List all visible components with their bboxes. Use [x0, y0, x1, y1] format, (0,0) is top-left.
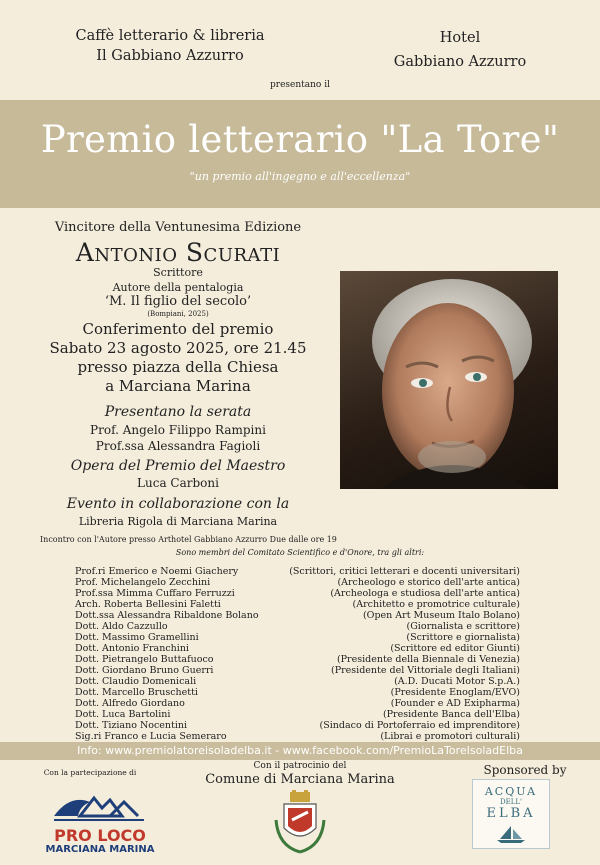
member-desc: (Archeologo e storico dell'arte antica) — [337, 577, 520, 588]
header-cafe-line2: Il Gabbiano Azzurro — [96, 48, 244, 64]
committee-row — [75, 566, 520, 577]
presenting-text: presentano il — [270, 80, 330, 90]
committee-row — [75, 621, 520, 632]
committee-row — [75, 588, 520, 599]
committee-roster — [75, 566, 520, 742]
author-portrait — [340, 271, 558, 489]
evento-partner: Libreria Rigola di Marciana Marina — [78, 515, 278, 528]
member-desc: (Archeologa e studiosa dell'arte antica) — [330, 588, 520, 599]
award-line: a Marciana Marina — [105, 377, 251, 395]
sponsor-label: Sponsored by — [483, 763, 567, 777]
winner-author-of: Autore della pentalogia — [112, 281, 244, 294]
proloco-name: PRO LOCO — [54, 826, 146, 845]
member-name: Prof. Michelangelo Zecchini — [75, 577, 211, 588]
presenters-heading: Presentano la serata — [104, 404, 252, 420]
member-desc: (Librai e promotori culturali) — [380, 731, 520, 742]
incontro-note: Incontro con l'Autore presso Arthotel Gabbiano Azzurro Due dalle ore 19 — [40, 535, 337, 544]
member-name: Dott. Antonio Franchini — [75, 643, 189, 654]
member-desc: (Presidente della Biennale di Venezia) — [336, 654, 520, 665]
award-details — [40, 320, 316, 396]
portrait-illustration — [340, 271, 558, 489]
member-desc: (Open Art Museum Italo Bolano) — [362, 610, 520, 621]
member-name: Sig.ri Franco e Lucia Semeraro — [75, 731, 227, 742]
opera-artist: Luca Carboni — [137, 476, 219, 490]
acqua-sailboat-icon — [492, 824, 530, 844]
member-desc: (A.D. Ducati Motor S.p.A.) — [394, 676, 520, 687]
committee-row — [75, 709, 520, 720]
opera-heading: Opera del Premio del Maestro — [70, 458, 286, 474]
header-hotel — [360, 26, 560, 74]
member-desc: (Presidente Banca dell'Elba) — [382, 709, 520, 720]
committee-row — [75, 610, 520, 621]
committee-row — [75, 720, 520, 731]
presenters-list — [40, 422, 316, 454]
committee-row — [75, 731, 520, 742]
patronage-label: Con il patrocinio del — [253, 761, 347, 771]
winner-publisher: (Bompiani, 2025) — [147, 310, 209, 318]
prize-title: Premio letterario "La Tore" — [40, 118, 560, 161]
committee-row — [75, 665, 520, 676]
member-name: Dott. Tiziano Nocentini — [75, 720, 188, 731]
participation-label: Con la partecipazione di — [43, 768, 137, 777]
member-desc: (Architetto e promotrice culturale) — [352, 599, 520, 610]
member-name: Dott. Marcello Bruschetti — [75, 687, 198, 698]
member-desc: (Scrittore ed editor Giunti) — [390, 643, 520, 654]
proloco-town: MARCIANA MARINA — [45, 844, 155, 855]
evento-heading: Evento in collaborazione con la — [66, 496, 290, 512]
header-cafe — [40, 26, 300, 66]
member-name: Dott. Alfredo Giordano — [75, 698, 185, 709]
award-line: Sabato 23 agosto 2025, ore 21.45 — [49, 339, 307, 357]
municipal-crest-icon — [268, 790, 332, 856]
member-name: Prof.ssa Mimma Cuffaro Ferruzzi — [75, 588, 235, 599]
member-name: Dott. Pietrangelo Buttafuoco — [75, 654, 214, 665]
member-name: Dott. Aldo Cazzullo — [75, 621, 168, 632]
winner-heading: Vincitore della Ventunesima Edizione — [54, 220, 302, 235]
acqua-logo-line2: DELL' — [500, 798, 522, 806]
member-desc: (Founder e AD Exipharma) — [390, 698, 520, 709]
committee-row — [75, 654, 520, 665]
acqua-logo-line1: ACQUA — [484, 785, 538, 798]
winner-name: Antonio Scurati — [75, 238, 281, 267]
info-links: Info: www.premiolatoreisoladelba.it - www.facebook.com/PremioLaToreIsoladElba — [77, 744, 523, 757]
member-name: Arch. Roberta Bellesini Faletti — [75, 599, 221, 610]
presenter-name: Prof.ssa Alessandra Fagioli — [95, 439, 261, 453]
prize-subtitle: "un premio all'ingegno e all'eccellenza" — [189, 170, 411, 183]
acqua-logo-line3: ELBA — [486, 806, 536, 821]
member-name: Dott. Claudio Domenicali — [75, 676, 197, 687]
committee-row — [75, 676, 520, 687]
winner-role: Scrittore — [153, 266, 203, 279]
award-line: Conferimento del premio — [82, 320, 274, 338]
committee-row — [75, 599, 520, 610]
member-name: Prof.ri Emerico e Noemi Giachery — [75, 566, 239, 577]
member-desc: (Presidente Enoglam/EVO) — [390, 687, 520, 698]
member-desc: (Sindaco di Portoferraio ed imprenditore) — [319, 720, 520, 731]
header-hotel-line2: Gabbiano Azzurro — [393, 54, 527, 70]
header-hotel-line1: Hotel — [439, 30, 481, 46]
member-name: Dott. Luca Bartolini — [75, 709, 171, 720]
member-desc: (Scrittori, critici letterari e docenti universitari) — [289, 566, 520, 577]
presenter-name: Prof. Angelo Filippo Rampini — [90, 423, 266, 437]
member-desc: (Scrittore e giornalista) — [406, 632, 520, 643]
member-desc: (Presidente del Vittoriale degli Italiani) — [331, 665, 520, 676]
award-line: presso piazza della Chiesa — [77, 358, 279, 376]
patronage-entity: Comune di Marciana Marina — [205, 772, 395, 787]
committee-row — [75, 698, 520, 709]
member-name: Dott. Giordano Bruno Guerri — [75, 665, 214, 676]
member-name: Dott.ssa Alessandra Ribaldone Bolano — [75, 610, 259, 621]
committee-row — [75, 577, 520, 588]
committee-row — [75, 687, 520, 698]
committee-row — [75, 643, 520, 654]
member-name: Dott. Massimo Gramellini — [75, 632, 199, 643]
member-desc: (Giornalista e scrittore) — [406, 621, 520, 632]
committee-heading: Sono membri del Comitato Scientifico e d'Onore, tra gli altri: — [175, 548, 425, 557]
header-cafe-line1: Caffè letterario & libreria — [75, 28, 265, 44]
committee-row — [75, 632, 520, 643]
winner-work: ‘M. Il figlio del secolo’ — [104, 294, 252, 309]
proloco-logo — [50, 786, 150, 826]
